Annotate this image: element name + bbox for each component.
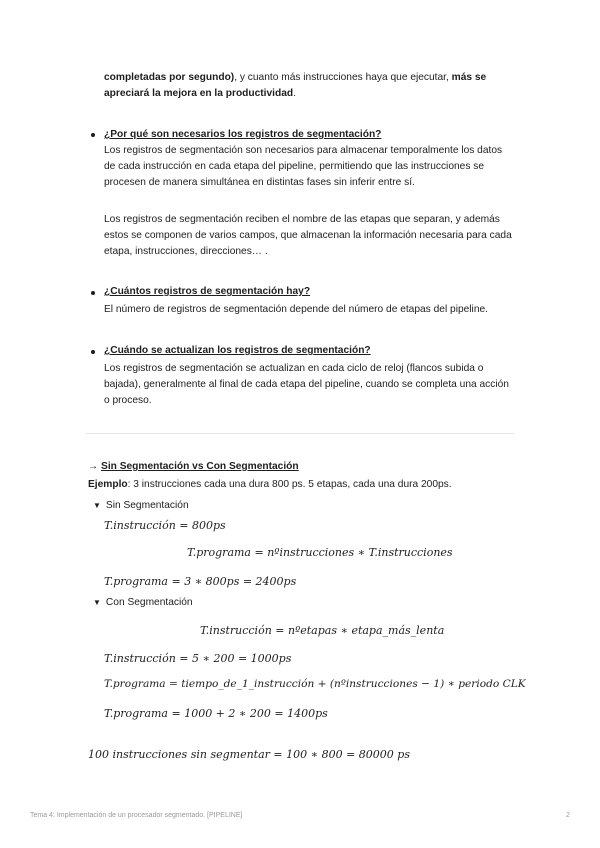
section-title: Sin Segmentación vs Con Segmentación <box>101 461 299 472</box>
bullet-dot <box>91 291 95 295</box>
q2-heading: ¿Cuántos registros de segmentación hay? <box>104 286 311 297</box>
q3-heading: ¿Cuándo se actualizan los registros de segmentación? <box>104 345 371 356</box>
text-line: estos se componen de varios campos, que almacenan la información necesaria para cada <box>104 230 512 242</box>
footer-title: Tema 4: Implementación de un procesador segmentado. [PIPELINE] <box>30 812 243 819</box>
text-line: El número de registros de segmentación depende del número de etapas del pipeline. <box>104 304 488 315</box>
q3-paragraph <box>104 361 509 410</box>
q2-paragraph <box>104 302 488 318</box>
example-label: Ejemplo <box>88 479 128 490</box>
formula-con-t-programa: T.programa = tiempo_de_1_instrucción + (nºinstrucciones − 1) ∗ periodo CLK <box>104 678 526 690</box>
formula-100-instrucciones: 100 instrucciones sin segmentar = 100 ∗ 800 = 80000 ps <box>88 748 410 761</box>
q1-paragraph-2 <box>104 212 512 261</box>
text-line: Los registros de segmentación son necesarios para almacenar temporalmente los datos <box>104 145 503 156</box>
intro-bold-1: completadas por segundo) <box>104 72 235 83</box>
toggle-sin-segmentacion[interactable] <box>93 498 189 514</box>
example-text: : 3 instrucciones cada una dura 800 ps. 5 etapas, cada una dura 200ps. <box>127 479 452 490</box>
triangle-down-icon: ▼ <box>93 598 101 607</box>
formula-con-t-instruccion-result: T.instrucción = 5 ∗ 200 = 1000ps <box>104 652 292 665</box>
text-line: de cada instrucción en cada etapa del pipeline, permitiendo que las instrucciones se <box>104 161 485 173</box>
q1-heading: ¿Por qué son necesarios los registros de segmentación? <box>104 129 382 140</box>
example-line <box>88 477 452 493</box>
toggle-con-segmentacion[interactable] <box>93 595 193 611</box>
toggle-label: Con Segmentación <box>105 597 193 608</box>
formula-sin-t-instruccion: T.instrucción = 800ps <box>104 519 226 532</box>
arrow-icon: → <box>88 461 99 472</box>
intro-text-2: . <box>293 88 296 100</box>
text-line: procesen de manera simultánea en distintas fases sin inferir entre sí. <box>104 177 415 189</box>
text-line: o proceso. <box>104 395 152 407</box>
intro-paragraph <box>104 70 524 102</box>
intro-text-1: , y cuanto más instrucciones haya que ejecutar, <box>234 72 452 83</box>
formula-con-t-instruccion: T.instrucción = nºetapas ∗ etapa_más_lenta <box>200 624 445 637</box>
section-heading <box>88 459 299 475</box>
divider <box>86 433 514 434</box>
text-line: bajada), generalmente al final de cada etapa del pipeline, cuando se completa una acción <box>104 379 509 391</box>
text-line: Los registros de segmentación reciben el nombre de las etapas que separan, y además <box>104 214 500 225</box>
intro-bold-2: más se <box>451 72 487 83</box>
bullet-dot <box>91 350 95 354</box>
text-line: etapa, instrucciones, direcciones… . <box>104 246 268 258</box>
toggle-label: Sin Segmentación <box>105 500 189 511</box>
page-number: 2 <box>566 812 570 819</box>
formula-con-t-programa-result: T.programa = 1000 + 2 ∗ 200 = 1400ps <box>104 707 328 720</box>
text-line: Los registros de segmentación se actualizan en cada ciclo de reloj (flancos subida o <box>104 363 484 374</box>
q1-paragraph-1 <box>104 143 502 192</box>
triangle-down-icon: ▼ <box>93 501 101 510</box>
formula-sin-t-programa-result: T.programa = 3 ∗ 800ps = 2400ps <box>104 575 297 588</box>
formula-sin-t-programa: T.programa = nºinstrucciones ∗ T.instrucciones <box>187 546 453 559</box>
intro-bold-3: apreciará la mejora en la productividad <box>104 88 294 100</box>
bullet-dot <box>91 133 95 137</box>
